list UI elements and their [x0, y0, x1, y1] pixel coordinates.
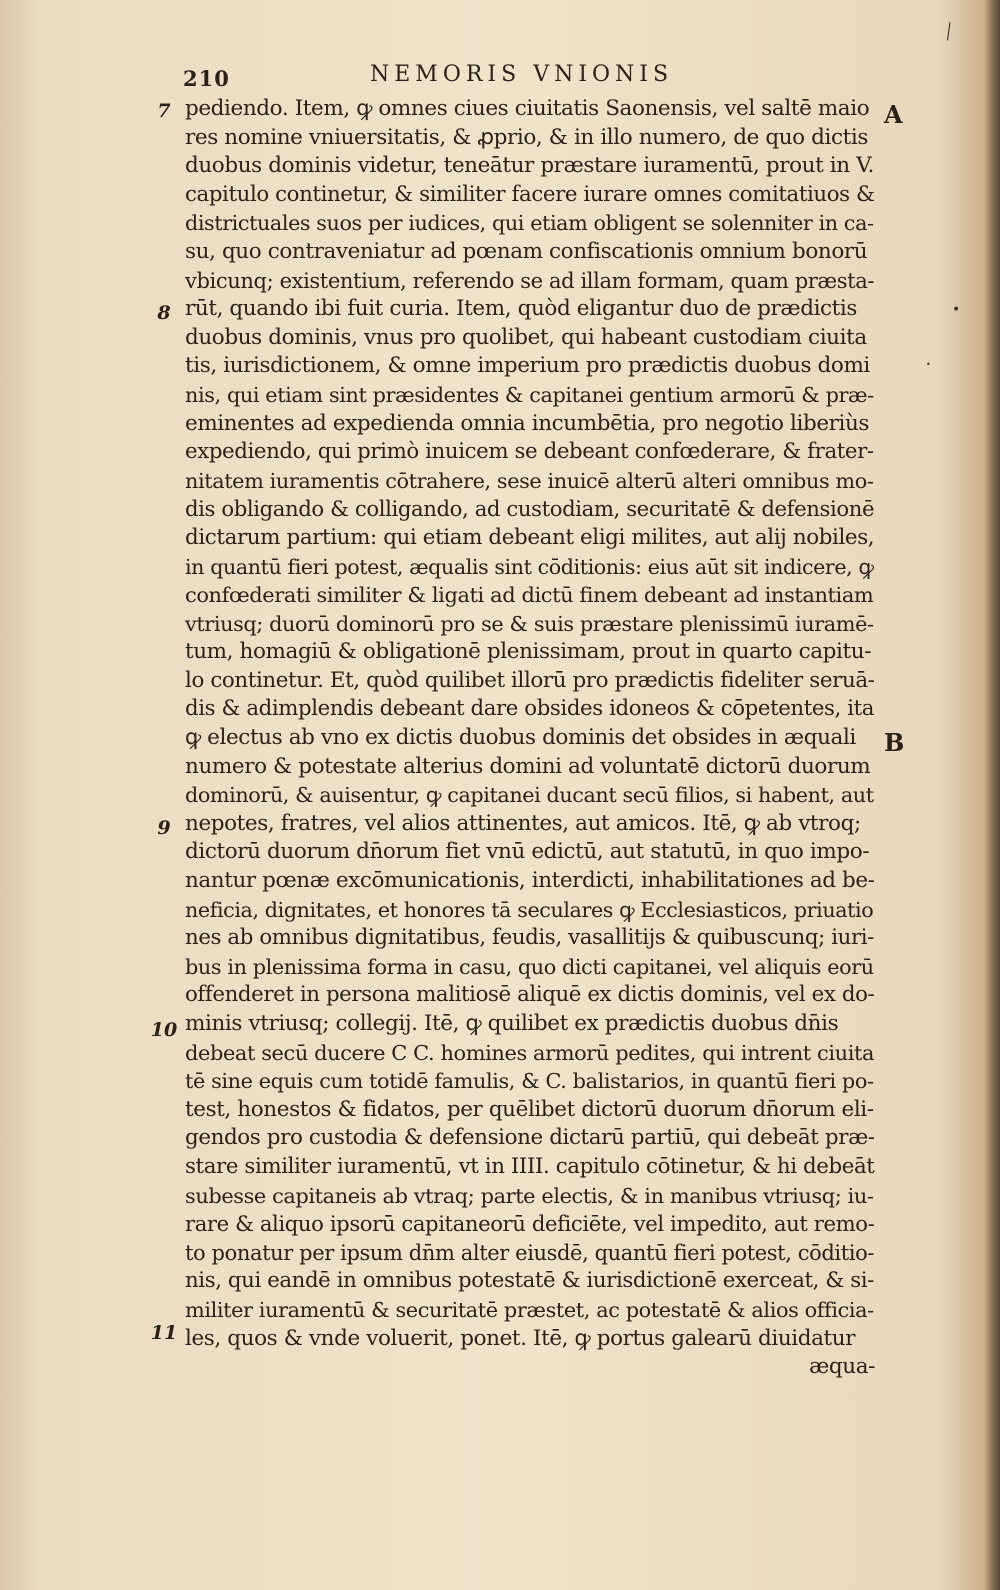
page-edge-shadow [984, 0, 1000, 1590]
text-line: duobus dominis videtur, teneātur præstare iuramentū, prout in V. [185, 153, 874, 179]
running-title: NEMORIS VNIONIS [370, 62, 674, 87]
text-line: to ponatur per ipsum dn̄m alter eiusdē, quantū fieri potest, cōditio- [185, 1239, 875, 1265]
text-line: tis, iurisdictionem, & omne imperium pro prædictis duobus domi [185, 353, 870, 379]
text-line: nepotes, fratres, vel alios attinentes, aut amicos. Itē, ꝙ ab vtroq; [185, 810, 861, 836]
text-line: res nomine vniuersitatis, & ꝓprio, & in illo numero, de quo dictis [185, 124, 868, 150]
folio-number: 210 [183, 66, 230, 91]
text-line: su, quo contraveniatur ad pœnam confiscationis omnium bonorū [185, 238, 868, 264]
ink-speck: • [926, 360, 931, 369]
text-line: nitatem iuramentis cōtrahere, sese inuicē alterū alteri omnibus mo- [185, 468, 874, 493]
text-line: test, honestos & fidatos, per quēlibet dictorū duorum dn̄orum eli- [185, 1096, 874, 1122]
text-line: tum, homagiū & obligationē plenissimam, prout in quarto capitu- [185, 639, 872, 665]
text-line: districtuales suos per iudices, qui etiam obligent se solenniter in ca- [185, 211, 874, 236]
text-line: expediendo, qui primò inuicem se debeant confœderare, & frater- [185, 439, 874, 465]
page-header [0, 60, 1000, 100]
text-line: dis & adimplendis debeant dare obsides idoneos & cōpetentes, ita [185, 696, 875, 722]
text-line: numero & potestate alterius domini ad voluntatē dictorū duorum [185, 753, 871, 779]
text-line: nantur pœnæ excōmunicationis, interdicti, inhabilitationes ad be- [185, 868, 875, 894]
text-line: tē sine equis cum totidē famulis, & C. balistarios, in quantū fieri po- [185, 1069, 874, 1094]
text-line: les, quos & vnde voluerit, ponet. Itē, ꝙ portus galearū diuidatur [185, 1325, 856, 1351]
text-line: vbicunq; existentium, referendo se ad illam formam, quam præsta- [185, 267, 875, 293]
ink-speck: ╲ [940, 23, 957, 41]
text-line: rūt, quando ibi fuit curia. Item, quòd eligantur duo de prædictis [185, 296, 858, 322]
text-line: debeat secū ducere C C. homines armorū pedites, qui intrent ciuita [185, 1040, 875, 1065]
marginal-number-9: 9 [157, 817, 171, 839]
text-line: militer iuramentū & securitatē præstet, ac potestatē & alios officia- [185, 1297, 874, 1322]
marginal-letter-b: B [884, 728, 905, 757]
text-line: dictarum partium: qui etiam debeant eligi milites, aut alij nobiles, [185, 524, 875, 550]
text-line: stare similiter iuramentū, vt in IIII. capitulo cōtinetur, & hi debeāt [185, 1153, 875, 1179]
text-line: ꝙ electus ab vno ex dictis duobus dominis det obsides in æquali [185, 725, 856, 751]
text-line: duobus dominis, vnus pro quolibet, qui habeant custodiam ciuita [185, 324, 867, 350]
catchword: æqua- [809, 1354, 875, 1380]
text-line: capitulo continetur, & similiter facere iurare omnes comitatiuos & [185, 181, 875, 207]
text-line: pediendo. Item, ꝙ omnes ciues ciuitatis Saonensis, vel saltē maio [185, 96, 870, 121]
text-line: dictorū duorum dn̄orum fiet vnū edictū, aut statutū, in quo impo- [185, 839, 870, 865]
text-line: confœderati similiter & ligati ad dictū finem debeant ad instantiam [185, 583, 874, 608]
text-line: in quantū fieri potest, æqualis sint cōditionis: eius aūt sit indicere, ꝙ [185, 554, 874, 579]
body-text [185, 95, 875, 1382]
marginal-number-8: 8 [157, 302, 171, 324]
text-line: nes ab omnibus dignitatibus, feudis, vasallitijs & quibuscunq; iuri- [185, 925, 874, 951]
text-line: rare & aliquo ipsorū capitaneorū deficiēte, vel impedito, aut remo- [185, 1211, 875, 1237]
text-line: offenderet in persona malitiosē aliquē ex dictis dominis, vel ex do- [185, 982, 875, 1008]
text-line: neficia, dignitates, et honores tā seculares ꝙ Ecclesiasticos, priuatio [185, 897, 874, 922]
text-line: dominorū, & auisentur, ꝙ capitanei ducant secū filios, si habent, aut [185, 783, 874, 808]
text-line: dis obligando & colligando, ad custodiam, securitatē & defensionē [185, 496, 875, 522]
ink-speck: • [952, 302, 961, 318]
text-line: minis vtriusq; collegij. Itē, ꝙ quilibet ex prædictis duobus dn̄is [185, 1011, 839, 1036]
text-line: subesse capitaneis ab vtraq; parte electis, & in manibus vtriusq; iu- [185, 1183, 874, 1208]
text-line: gendos pro custodia & defensione dictarū partiū, qui debeāt præ- [185, 1125, 875, 1151]
text-line: bus in plenissima forma in casu, quo dicti capitanei, vel aliquis eorū [185, 954, 874, 979]
text-line: nis, qui etiam sint præsidentes & capitanei gentium armorū & præ- [185, 382, 874, 407]
marginal-number-11: 11 [150, 1322, 178, 1344]
marginal-number-10: 10 [150, 1019, 178, 1041]
text-line: nis, qui eandē in omnibus potestatē & iurisdictionē exerceat, & si- [185, 1268, 874, 1294]
text-line: eminentes ad expedienda omnia incumbētia, pro negotio liberiùs [185, 410, 870, 436]
text-line: vtriusq; duorū dominorū pro se & suis præstare plenissimū iuramē- [185, 611, 874, 636]
marginal-letter-a: A [884, 100, 903, 129]
text-line: lo continetur. Et, quòd quilibet illorū pro prædictis fideliter seruā- [185, 667, 875, 693]
marginal-number-7: 7 [157, 100, 171, 122]
